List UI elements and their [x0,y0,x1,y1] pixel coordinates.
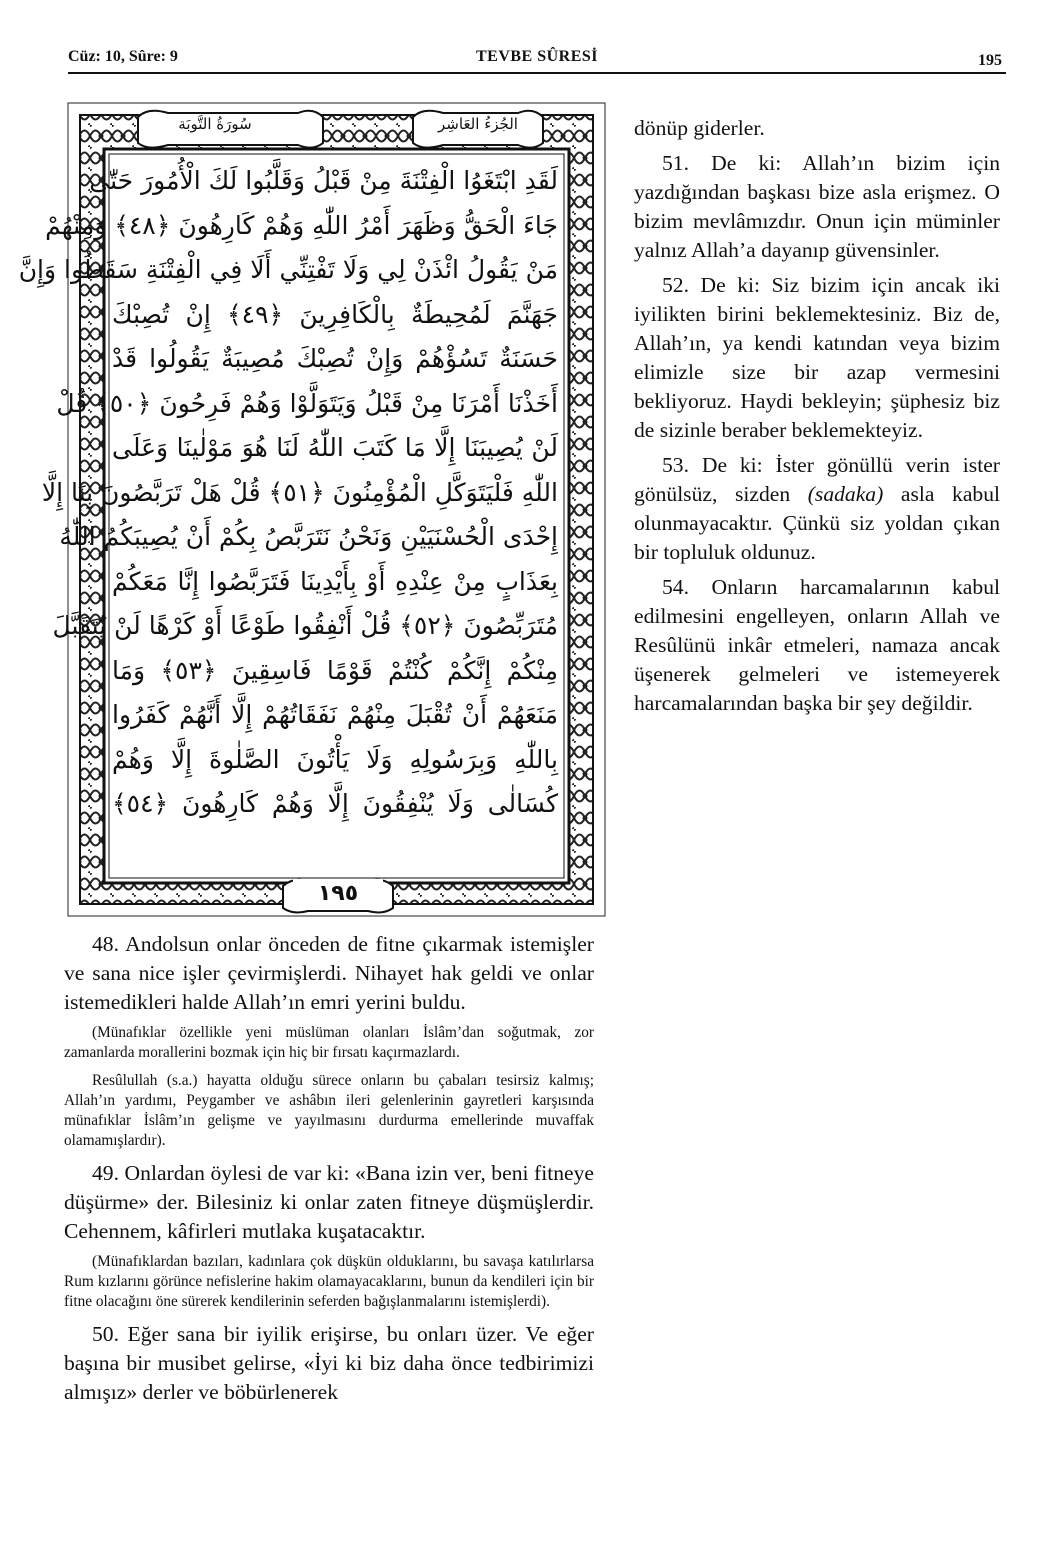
verse-50: 50. Eğer sana bir iyilik erişirse, bu onları üzer. Ve eğer başına bir musibet gelirse, «İyi ki biz daha önce tedbirimizi almışız» derler ve böbürlenerek [64,1322,594,1404]
juz-sure-label: Cüz: 10, Sûre: 9 [68,48,178,65]
page-header [68,46,1006,74]
verse-51: 51. De ki: Allah’ın bizim için yazdığından başkası bize asla erişmez. O bizim mevlâmızdır. Onun için müminler yalnız Allah’a dayanıp güvensinler. [634,151,1000,262]
arabic-line: بِعَذَابٍ مِنْ عِنْدِهِ أَوْ بِأَيْدِينَا فَتَرَبَّصُوا إِنَّا مَعَكُمْ [112,566,558,596]
arabic-line: مَنَعَهُمْ أَنْ تُقْبَلَ مِنْهُمْ نَفَقَاتُهُمْ إِلَّا أَنَّهُمْ كَفَرُوا [112,700,558,729]
commentary-48a: (Münafıklar özellikle yeni müslüman olanları İslâm’dan soğutmak, zor zamanlarda morallerini bozmak için hiç bir fırsatı kaçırmazlardı. [64,1024,594,1061]
verse-paragraph: dönüp giderler. [634,116,765,140]
arabic-line: مِنْكُمْ إِنَّكُمْ كُنْتُمْ قَوْمًا فَاسِقِينَ ﴿٥٣﴾ وَمَا [112,655,558,685]
commentary-49: (Münafıklardan bazıları, kadınlara çok düşkün olduklarını, bu savaşa katılırlarsa Rum kızlarını görünce nefislerine hakim olamayacaklarını, bunun da kendileri için bir fitne olacağını öne sürerek kendilerinin seferden bağışlanmalarını istemişlerdi). [64,1253,594,1310]
verse-54: 54. Onların harcamalarının kabul edilmesini engelleyen, onların Allah ve Resûlünü inkâr etmeleri, namaza ancak üşenerek gelmeleri ve istemeyerek harcamalarından başka bir şey değildir. [634,575,1000,715]
verse-53-text-a: 53. De ki: İster gönüllü verin ister gönülsüz, sizden [634,453,1000,506]
verse-53-text-b: asla kabul olunmayacaktır. Çünkü siz yoldan çıkan bir topluluk oldunuz. [634,482,1000,564]
page-number: 195 [978,52,1002,69]
arabic-line: لَنْ يُصِيبَنَا إِلَّا مَا كَتَبَ اللّٰهُ لَنَا هُوَ مَوْلٰينَا وَعَلَى [112,433,558,462]
arabic-line: أَخَذْنَا أَمْرَنَا مِنْ قَبْلُ وَيَتَوَلَّوْا وَهُمْ فَرِحُونَ ﴿٥٠﴾ قُلْ [56,388,558,418]
running-title: TEVBE SÛRESİ [475,48,599,65]
arabic-line: حَسَنَةٌ تَسُؤْهُمْ وَإِنْ تُصِبْكَ مُصِيبَةٌ يَقُولُوا قَدْ [112,344,558,373]
arabic-line: مُتَرَبِّصُونَ ﴿٥٢﴾ قُلْ أَنْفِقُوا طَوْعًا أَوْ كَرْهًا لَنْ يُتَقَبَّلَ [52,611,558,640]
mushaf-page [18,103,605,916]
arabic-line: لَقَدِ ابْتَغَوُا الْفِتْنَةَ مِنْ قَبْلُ وَقَلَّبُوا لَكَ الْأُمُورَ حَتّٰى [89,166,558,195]
translation-right-column [634,114,1000,724]
surah-title: سُورَةُ التَّوبَة [178,115,252,133]
arabic-line: إِحْدَى الْحُسْنَيَيْنِ وَنَحْنُ نَتَرَبَّصُ بِكُمْ أَنْ يُصِيبَكُمُ اللّٰهُ [59,522,558,551]
arabic-line: مَنْ يَقُولُ ائْذَنْ لِي وَلَا تَفْتِنِّي أَلَا فِي الْفِتْنَةِ سَقَطُوا وَإِنَّ [18,255,558,284]
arabic-text-block [18,159,558,879]
juz-title: الجُزءُ العَاشِر [438,115,518,133]
arabic-line: بِاللّٰهِ وَبِرَسُولِهِ وَلَا يَأْتُونَ الصَّلٰوةَ إِلَّا وَهُمْ [112,744,558,774]
arabic-line: كُسَالٰى وَلَا يُنْفِقُونَ إِلَّا وَهُمْ كَارِهُونَ ﴿٥٤﴾ [112,789,558,818]
arabic-page-number: ١٩٥ [293,879,383,909]
arabic-line: جَاءَ الْحَقُّ وَظَهَرَ أَمْرُ اللّٰهِ وَهُمْ كَارِهُونَ ﴿٤٨﴾ وَمِنْهُمْ [45,210,558,240]
verse-53 [634,451,1000,567]
verse-49: 49. Onlardan öylesi de var ki: «Bana izin ver, beni fitneye düşürme» der. Bilesiniz ki onlar zaten fitneye düşmüşlerdir. Cehennem, kâfirleri mutlaka kuşatacaktır. [64,1161,594,1243]
arabic-line: جَهَنَّمَ لَمُحِيطَةٌ بِالْكَافِرِينَ ﴿٤٩﴾ إِنْ تُصِبْكَ [112,299,558,329]
translation-bottom-column [64,930,594,1413]
commentary-48b: Resûlullah (s.a.) hayatta olduğu sürece onların bu çabaları tesirsiz kalmış; Allah’ın yardımı, Peygamber ve ashâbın ileri gelenlerinin gayretleri karşısında münafıklar İslâm’ın gelişme ve yayılmasını durdurma emellerinde muvaffak olamamışlardır). [64,1072,594,1149]
verse-48: 48. Andolsun onlar önceden de fitne çıkarmak istemişler ve sana nice işler çevirmişlerdi. Nihayet hak geldi ve onlar istemedikleri halde Allah’ın emri yerini buldu. [64,932,594,1014]
verse-52: 52. De ki: Siz bizim için ancak iki iyilikten birini beklemektesiniz. Biz de, Allah’ın, ya kendi katından veya bizim elimizle size bir azap vermesini bekliyoruz. Haydi bekleyin; şüphesiz biz de sizinle beraber beklemekteyiz. [634,273,1000,442]
arabic-line: اللّٰهِ فَلْيَتَوَكَّلِ الْمُؤْمِنُونَ ﴿٥١﴾ قُلْ هَلْ تَرَبَّصُونَ بِنَا إِلَّا [41,477,558,507]
verse-53-italic: (sadaka) [807,482,884,506]
